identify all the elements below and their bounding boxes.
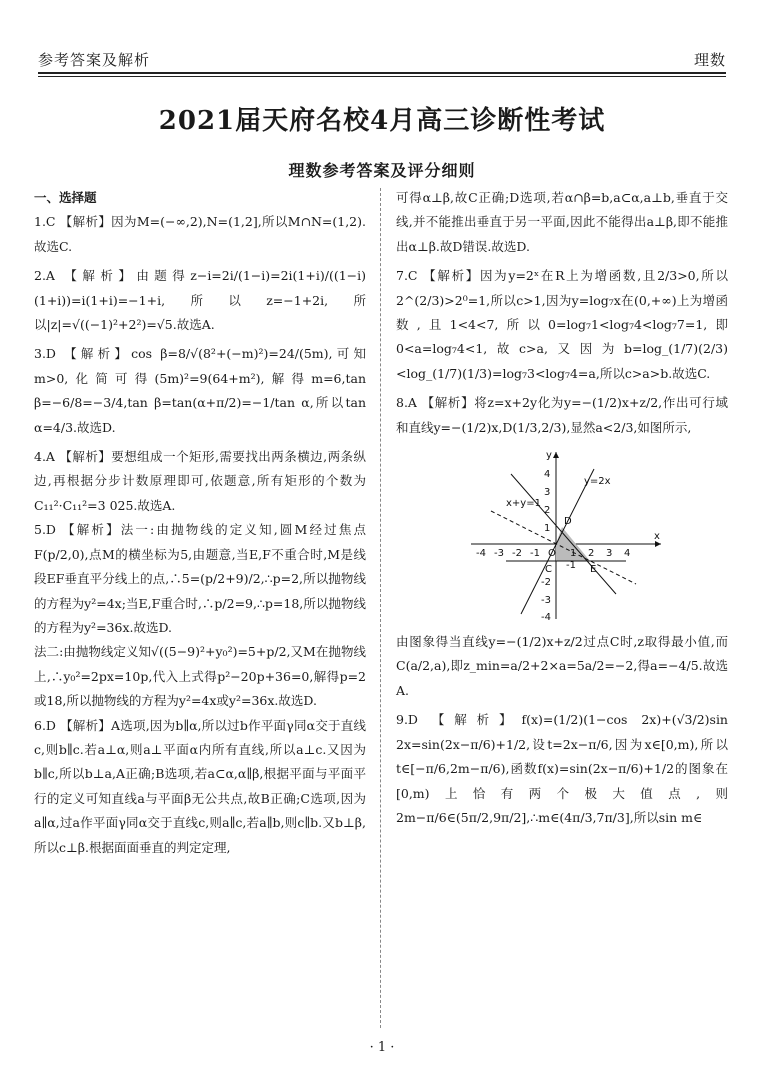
answer-5: 5.D 【解析】法一:由抛物线的定义知,圆M经过焦点F(p/2,0),点M的横坐标为5,由题意,当E,F不重合时,M是线段EF垂直平分线上的点,∴5=(p/2+9)/2,∴p=2,所以抛物线的方程为y²=4x;当E,F重合时,∴p/2=9,∴p=18,所以抛物线的方程为y²=36x.故选D. xyxy=(34,522,366,635)
y-axis-arrow xyxy=(553,452,559,458)
header-rule xyxy=(38,72,726,74)
y-tick: 3 xyxy=(544,487,551,499)
x-tick: -2 xyxy=(512,548,522,560)
left-column xyxy=(34,186,366,860)
page-number: · 1 · xyxy=(369,1040,395,1055)
section-heading: 一、选择题 xyxy=(34,190,97,205)
y-axis-label: y xyxy=(546,450,552,462)
header-rule-thin xyxy=(38,76,726,77)
answer-9: 9.D 【解析】f(x)=(1/2)(1−cos 2x)+(√3/2)sin 2x=sin(2x−π/6)+1/2,设t=2x−π/6,因为x∈[0,m),所以t∈[−π/6,2m−π/6),函数f(x)=sin(2x−π/6)+1/2的图象在[0,m)上恰有两个极大值点,则2m−π/6∈(5π/2,9π/2],∴m∈(4π/3,7π/3],所以sin m∈ xyxy=(396,712,728,825)
x-tick: 2 xyxy=(588,548,595,560)
y-tick: -2 xyxy=(541,577,551,589)
answer-2: 2.A 【解析】由题得z−i=2i/(1−i)=2i(1+i)/((1−i)(1+i))=i(1+i)=−1+i,所以z=−1+2i,所以|z|=√((−1)²+2²)=√5.故选A. xyxy=(34,268,366,333)
y-tick: -3 xyxy=(541,595,551,607)
answer-6-continued: 可得α⊥β,故C正确;D选项,若α∩β=b,a⊂α,a⊥b,垂直于交线,并不能推出垂直于另一平面,因此不能得出a⊥β,即不能推出α⊥β.故D错误.故选D. xyxy=(396,190,728,254)
x-axis-label: x xyxy=(654,531,660,543)
answer-8: 8.A 【解析】将z=x+2y化为y=−(1/2)x+z/2,作出可行域和直线y=−(1/2)x,D(1/3,2/3),显然a<2/3,如图所示, xyxy=(396,395,728,435)
origin-label: O xyxy=(548,548,556,560)
y-tick: 4 xyxy=(544,469,551,481)
x-tick: -3 xyxy=(494,548,504,560)
x-tick: -4 xyxy=(476,548,486,560)
x-tick: 3 xyxy=(606,548,613,560)
line2-label: x+y=1 xyxy=(506,498,541,510)
point-d-label: D xyxy=(564,516,572,528)
answer-6: 6.D 【解析】A选项,因为b∥α,所以过b作平面γ同α交于直线c,则b∥c.若a⊥α,则a⊥平面α内所有直线,所以a⊥c.又因为b∥c,所以b⊥a,A正确;B选项,若a⊂α,α∥β,根据平面与平面平行的定义可知直线a与平面β无公共点,故B正确;C选项,因为a∥α,过a作平面γ同α交于直线c,则a∥c,若a∥b,则c∥b.又b⊥β,所以c⊥β.根据面面垂直的判定定理, xyxy=(34,717,366,855)
answer-3: 3.D 【解析】cos β=8/√(8²+(−m)²)=24/(5m),可知m>0,化简可得(5m)²=9(64+m²),解得m=6,tan β=−6/8=−3/4,tan β=tan(α+π/2)=−1/tan α,所以tan α=4/3.故选D. xyxy=(34,346,366,435)
y-tick: 2 xyxy=(544,505,551,517)
line-x-plus-y-1 xyxy=(511,474,616,594)
header-right: 理数 xyxy=(693,51,726,69)
x-tick: -1 xyxy=(530,548,540,560)
y-tick: 1 xyxy=(544,523,551,535)
point-c-label: C xyxy=(545,564,552,576)
document-subtitle: 理数参考答案及评分细则 xyxy=(288,161,476,180)
line-y-2x xyxy=(521,469,597,614)
coordinate-plot xyxy=(466,444,666,624)
y-tick: -1 xyxy=(566,560,576,572)
point-e-label: E xyxy=(590,564,597,576)
column-divider xyxy=(380,188,381,1028)
answer-1: 1.C 【解析】因为M=(−∞,2),N=(1,2],所以M∩N=(1,2).故选C. xyxy=(34,214,366,254)
line1-label: y=2x xyxy=(584,476,611,488)
page-header xyxy=(38,42,726,70)
answer-5-method2: 法二:由抛物线定义知√((5−9)²+y₀²)=5+p/2,又M在抛物线上,∴y₀²=2px=10p,代入上式得p²−20p+36=0,解得p=2或18,所以抛物线的方程为y²=4x或y²=36x.故选D. xyxy=(34,644,366,709)
right-column xyxy=(396,186,728,830)
answer-8-conclusion: 由图象得当直线y=−(1/2)x+z/2过点C时,z取得最小值,而C(a/2,a),即z_min=a/2+2×a=5a/2=−2,得a=−4/5.故选A. xyxy=(396,634,728,698)
x-tick: 1 xyxy=(570,548,577,560)
document-title: 2021届天府名校4月高三诊断性考试 xyxy=(158,106,606,136)
x-tick: 4 xyxy=(624,548,631,560)
header-left: 参考答案及解析 xyxy=(38,51,151,69)
answer-7: 7.C 【解析】因为y=2ˣ在R上为增函数,且2/3>0,所以2^(2/3)>2⁰=1,所以c>1,因为y=log₇x在(0,+∞)上为增函数,且1<4<7,所以0=log₇1<log₇4<log₇7=1,即0<a=log₇4<1,故c>a,又因为b=log_(1/7)(2/3)<log_(1/7)(1/3)=log₇3<log₇4=a,所以c>a>b.故选C. xyxy=(396,268,728,381)
answer-4: 4.A 【解析】要想组成一个矩形,需要找出两条横边,两条纵边,再根据分步计数原理即可,依题意,所有矩形的个数为C₁₁²·C₁₁²=3 025.故选A. xyxy=(34,449,366,513)
y-tick: -4 xyxy=(541,612,551,624)
feasible-region-figure xyxy=(466,444,666,624)
